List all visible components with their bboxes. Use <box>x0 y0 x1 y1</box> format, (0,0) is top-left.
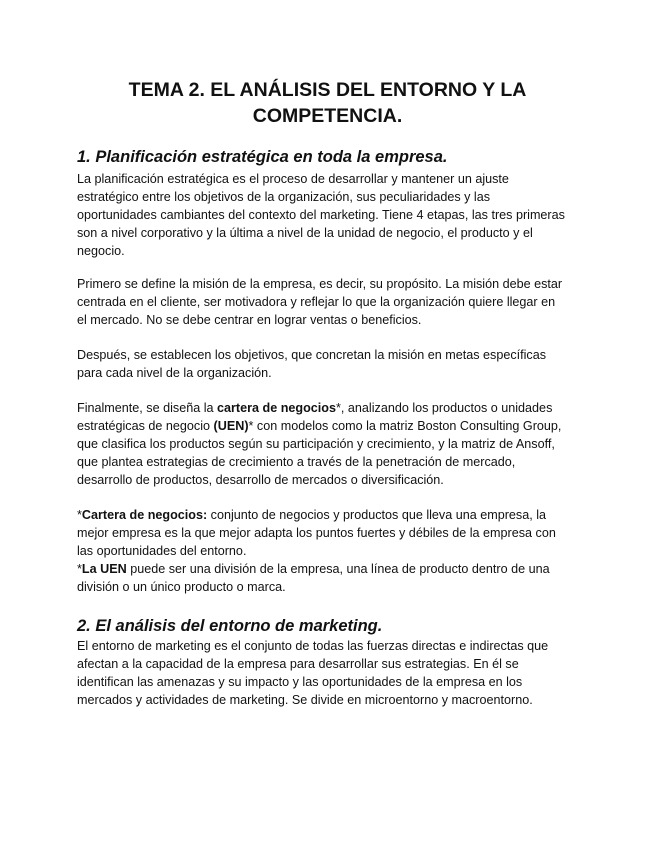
text-line: mercados y actividades de marketing. Se divide en microentorno y macroentorno. <box>77 693 533 707</box>
note-term-cartera: Cartera de negocios: <box>81 508 208 522</box>
text-line: El entorno de marketing es el conjunto de todas las fuerzas directas e indirectas que <box>77 639 549 653</box>
text-line: estratégico entre los objetivos de la organización, sus peculiaridades y las <box>77 190 491 204</box>
text-line: las oportunidades del entorno. <box>77 544 247 558</box>
text-line <box>77 560 556 578</box>
text-line: Después, se establecen los objetivos, que concretan la misión en metas específicas <box>77 348 547 362</box>
text-run: Finalmente, se diseña la <box>77 401 218 415</box>
text-line <box>77 506 556 524</box>
section-1-heading: 1. Planificación estratégica en toda la empresa. <box>77 148 448 166</box>
text-line <box>77 417 561 435</box>
title-line-1: TEMA 2. EL ANÁLISIS DEL ENTORNO Y LA <box>128 79 527 101</box>
text-line <box>77 399 561 417</box>
note-term-uen: La UEN <box>81 562 127 576</box>
text-run: estratégicas de negocio <box>77 419 214 433</box>
asterisk: * <box>77 562 82 576</box>
section-1-paragraph-3 <box>77 346 546 382</box>
text-line: el mercado. No se debe centrar en lograr ventas o beneficios. <box>77 313 422 327</box>
text-line: son a nivel corporativo y la última a nivel de la unidad de negocio, el producto y el <box>77 226 533 240</box>
text-line: identifican las amenazas y su impacto y las oportunidades de la empresa en los <box>77 675 523 689</box>
text-line: La planificación estratégica es el proceso de desarrollar y mantener un ajuste <box>77 172 509 186</box>
text-line: que clasifica los productos según su participación y crecimiento, y la matriz de Ansoff, <box>77 437 555 451</box>
text-run: * con modelos como la matriz Boston Consulting Group, <box>248 419 562 433</box>
section-2-heading: 2. El análisis del entorno de marketing. <box>77 617 383 635</box>
text-line: desarrollo de productos, desarrollo de mercados o diversificación. <box>77 473 444 487</box>
text-line: para cada nivel de la organización. <box>77 366 272 380</box>
asterisk: * <box>77 508 82 522</box>
text-line: centrada en el cliente, ser motivadora y reflejar lo que la organización quiere llegar en <box>77 295 556 309</box>
text-line: negocio. <box>77 244 125 258</box>
section-1-paragraph-1 <box>77 170 565 260</box>
title-line-2: COMPETENCIA. <box>252 105 403 127</box>
text-line: oportunidades cambiantes del contexto del marketing. Tiene 4 etapas, las tres primeras <box>77 208 565 222</box>
term-uen: (UEN) <box>213 419 249 433</box>
section-1-footnotes <box>77 506 556 596</box>
section-2-paragraph-1 <box>77 637 548 709</box>
text-run: *, analizando los productos o unidades <box>336 401 553 415</box>
page-title <box>60 77 595 129</box>
section-1-paragraph-2 <box>77 275 562 329</box>
text-line: mejor empresa es la que mejor adapta los puntos fuertes y débiles de la empresa con <box>77 526 556 540</box>
text-line: que plantea estrategias de crecimiento a través de la penetración de mercado, <box>77 455 516 469</box>
text-line: Primero se define la misión de la empresa, es decir, su propósito. La misión debe estar <box>77 277 563 291</box>
text-line: afectan a la capacidad de la empresa para desarrollar sus estrategias. En él se <box>77 657 519 671</box>
text-run: conjunto de negocios y productos que lleva una empresa, la <box>207 508 547 522</box>
section-1-paragraph-4 <box>77 399 561 489</box>
term-cartera-de-negocios: cartera de negocios <box>217 401 337 415</box>
text-run: puede ser una división de la empresa, una línea de producto dentro de una <box>126 562 550 576</box>
text-line: división o un único producto o marca. <box>77 580 286 594</box>
